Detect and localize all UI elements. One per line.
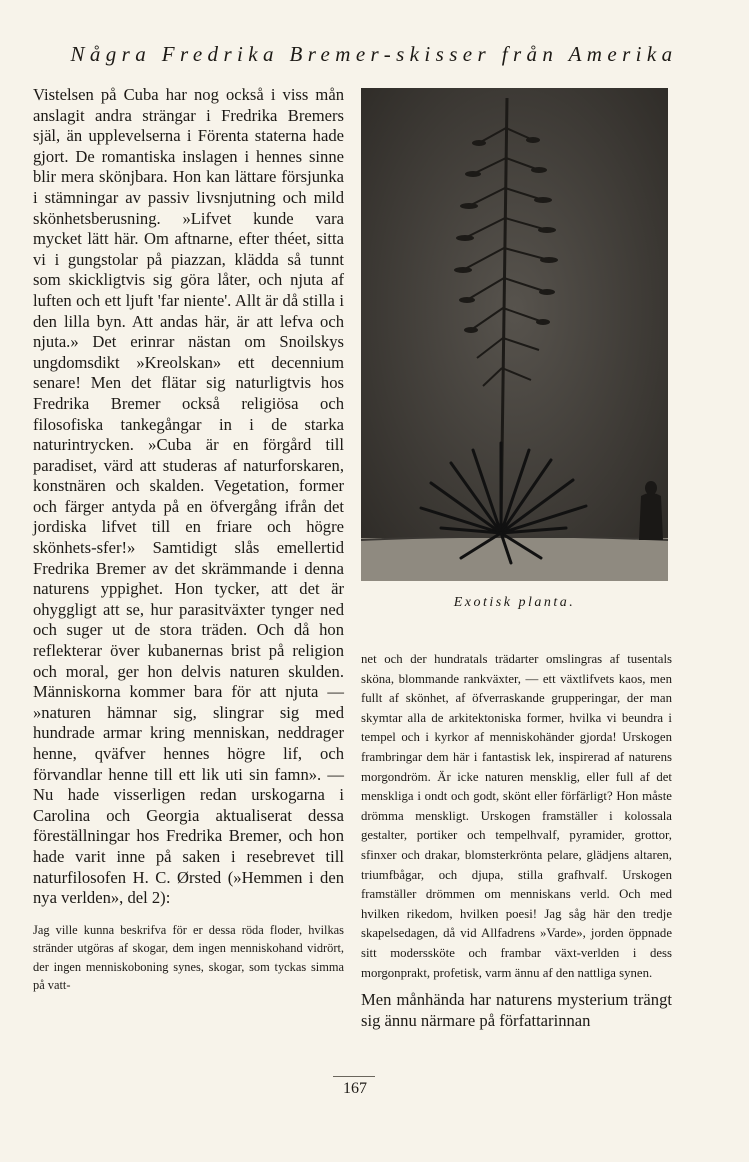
quotation-continued: net och der hundratals trädarter omslingras af tusentals sköna, blommande rankväxter, — ett växtlifvets kaos, men fullt af skönhet, af öfverraskande grupperingar, der man skymtar alla de arkitektoniska former, hvilka vi beundra i tempel och i kyrkor af menniskohänder gjorda! Urskogen frambringar dem här i fantastisk lek, inspirerad af naturens morgondröm. Är icke naturen mensklig, eller full af det menskliga i ondt och godt, skönt eller förfärligt? Hon måste drömma menskligt. Urskogen framställer i kolossala gestalter, portiker och tempelhvalf, pyramider, grottor, sfinxer och drakar, blomsterkrönta pelare, glädjens altaren, triumfbågar, och djupa, stilla grafhvalf. Urskogen framställer drömmen om menniskans verld. Och med hvilken rikedom, hvilken poesi! Jag såg här den tredje skapelsedagen, då vid Allfadrens »Varde», jorden öppnade sitt moderssköte och frambar växt-verlden i dess morgonprakt, profetisk, varm ännu af den nattliga synen.	[361, 652, 672, 980]
body-text-continued: Men månhända har naturens mysterium trängt sig ännu närmare på författarinnan	[361, 990, 672, 1031]
figure-caption: Exotisk planta.	[453, 595, 576, 610]
agave-drawing	[361, 88, 668, 581]
quotation-text: Jag ville kunna beskrifva för er dessa röda floder, hvilkas stränder utgöras af skogar, dem ingen menniskohand vidrört, der ingen menniskoboning synes, skogar, som tyckas simma på vatt-	[33, 922, 344, 992]
right-column	[361, 650, 672, 1031]
running-header: Några Fredrika Bremer-skisser från Amerika	[70, 42, 678, 66]
illustration-exotic-plant	[361, 88, 668, 581]
footer-rule	[333, 1076, 375, 1077]
body-text: Vistelsen på Cuba har nog också i viss mån anslagit andra strängar i Fredrika Bremers själ, än upplevelserna i Förenta staterna hade gjort. De romantiska inslagen i hennes sinne blir mera skönjbara. Hon kan lättare försjunka i stämningar av passiv livsnjutning och mild skönhetsberusning. »Lifvet kunde vara mycket lätt här. Om aftnarne, efter théet, sitta vi i gungstolar på piazzan, klädda så tunnt som skickligtvis sig göra låter, och njuta af luften och ett ljuft 'far niente'. Allt är då stilla i den lilla byn. Att andas här, är att lefva och njuta.» Det erinrar nästan om Snoilskys ungdomsdikt »Kreolskan» ett decennium senare! Men det flätar sig naturligtvis hos Fredrika Bremer också religiösa och filosofiska tankegångar in i de starka naturintrycken. »Cuba är en förgård till paradiset, värd att studeras af naturforskaren, konstnären och skalden. Vegetation, former och färger antyda på en öfvergång ifrån det jordiska lifvet till en friare och högre skönhets-sfer!» Samtidigt slås emellertid Fredrika Bremer av det skrämmande i denna naturens yppighet. Hon tycker, att det är ohyggligt att se, hur parasitväxter tynger ned och suger ut de stora träden. Och då hon reflekterar över kubanernas brist på religion och moral, ger hon delvis naturen skulden. Människorna kommer bara för att njuta — »naturen hämnar sig, slingrar sig med hundrade armar kring menniskan, neddrager henne, qväfver hennes högre lif, och förvandlar henne till ett lik uti sin famn». — Nu hade visserligen redan urskogarna i Carolina och Georgia aktualiserat dessa föreställningar hos Fredrika Bremer, och hon hade varit inne på saken i resebrevet till naturfilosofen H. C. Ørsted (»Hemmen i den nya verlden», del 2):	[33, 85, 344, 908]
left-column	[33, 85, 344, 994]
page-number: 167	[343, 1080, 367, 1097]
